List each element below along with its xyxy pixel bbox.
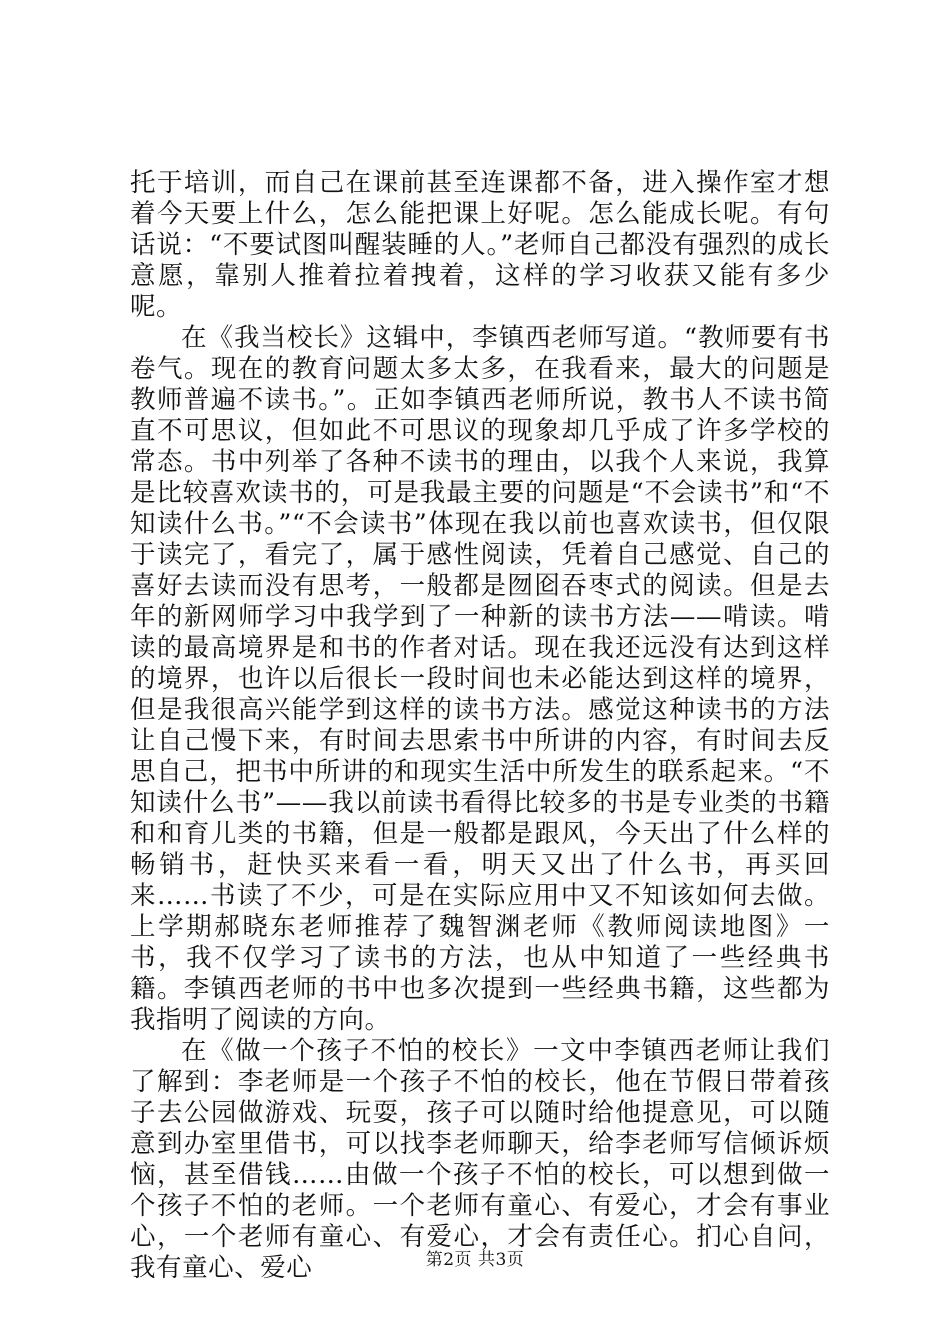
paragraph-unafraid-principal: 在《做一个孩子不怕的校长》一文中李镇西老师让我们了解到：李老师是一个孩子不怕的校长，他在节假日带着孩子去公园做游戏、玩耍，孩子可以随时给他提意见，可以随意到办室里借书，可以找李老师聊天，给李老师写信倾诉烦恼，甚至借钱……由做一个孩子不怕的校长，可以想到做一个孩子不怕的老师。一个老师有童心、有爱心，才会有事业心，一个老师有童心、有爱心，才会有责任心。扪心自问，我有童心、爱心 xyxy=(130,1036,830,1283)
page-footer xyxy=(0,1245,950,1270)
paragraph-continuation: 托于培训，而自己在课前甚至连课都不备，进入操作室才想着今天要上什么，怎么能把课上好呢。怎么能成长呢。有句话说：“不要试图叫醒装睡的人。”老师自己都没有强烈的成长意愿，靠别人推着拉着拽着，这样的学习收获又能有多少呢。 xyxy=(130,168,830,322)
body-text xyxy=(130,168,830,1284)
paragraph-reading-books: 在《我当校长》这辑中，李镇西老师写道。“教师要有书卷气。现在的教育问题太多太多，在我看来，最大的问题是教师普遍不读书。”。正如李镇西老师所说，教书人不读书简直不可思议，但如此不可思议的现象却几乎成了许多学校的常态。书中列举了各种不读书的理由，以我个人来说，我算是比较喜欢读书的，可是我最主要的问题是“不会读书”和“不知读什么书。”“不会读书”体现在我以前也喜欢读书，但仅限于读完了，看完了，属于感性阅读，凭着自己感觉、自己的喜好去读而没有思考，一般都是囫囵吞枣式的阅读。但是去年的新网师学习中我学到了一种新的读书方法——啃读。啃读的最高境界是和书的作者对话。现在我还远没有达到这样的境界，也许以后很长一段时间也未必能达到这样的境界，但是我很高兴能学到这样的读书方法。感觉这种读书的方法让自己慢下来，有时间去思索书中所讲的内容，有时间去反思自己，把书中所讲的和现实生活中所发生的联系起来。“不知读什么书”——我以前读书看得比较多的书是专业类的书籍和和育儿类的书籍，但是一般都是跟风，今天出了什么样的畅销书，赶快买来看一看，明天又出了什么书，再买回来……书读了不少，可是在实际应用中又不知该如何去做。上学期郝晓东老师推荐了魏智渊老师《教师阅读地图》一书，我不仅学习了读书的方法，也从中知道了一些经典书籍。李镇西老师的书中也多次提到一些经典书籍，这些都为我指明了阅读的方向。 xyxy=(130,323,830,1035)
page-number-label: 第2页 共3页 xyxy=(425,1250,525,1270)
